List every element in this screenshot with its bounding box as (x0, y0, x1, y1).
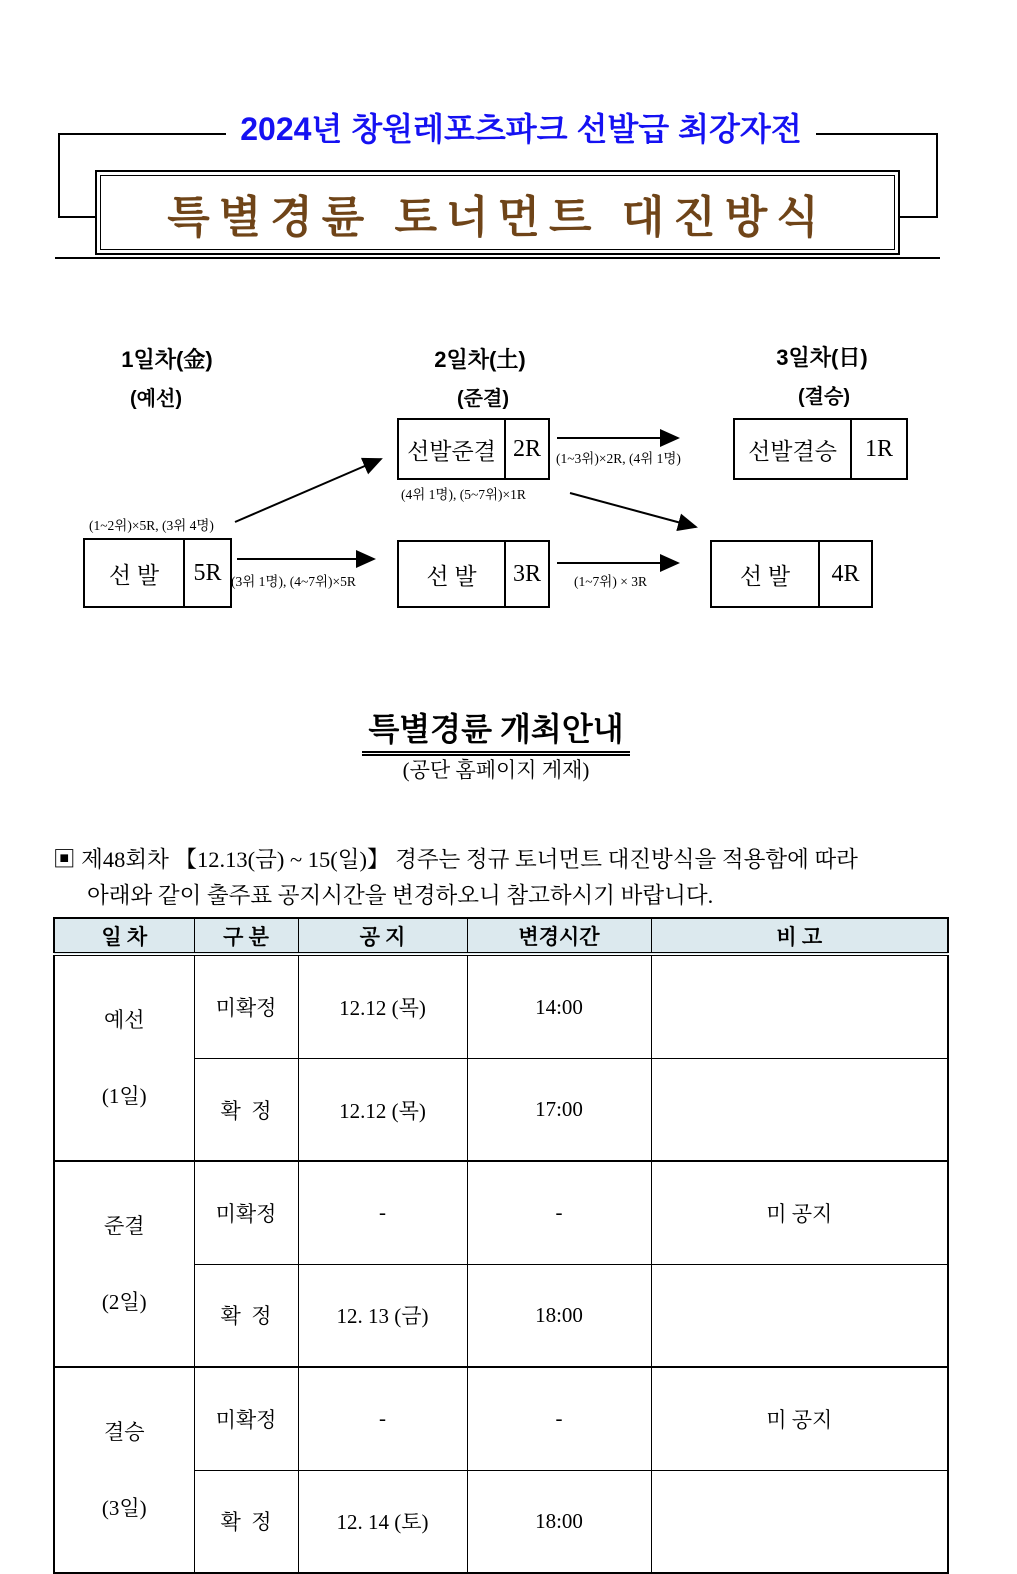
cell-time: - (467, 1367, 651, 1470)
bracket-box-final (733, 418, 908, 480)
label-qual-to-day2: (3위 1명), (4~7위)×5R (231, 574, 356, 589)
bracket-box-final-round: 1R (850, 420, 906, 478)
arrow-qual-to-semi (235, 459, 381, 522)
event-title (25, 104, 1017, 150)
cell-type: 확 정 (194, 1264, 298, 1367)
col-header-day: 일 차 (54, 918, 194, 954)
bracket-day2-sublabel: (준결) (457, 388, 509, 410)
header-bottom-rule (55, 257, 940, 259)
cell-notice: 12.12 (목) (298, 1059, 467, 1161)
cell-type: 확 정 (194, 1470, 298, 1573)
day-group3-name: 결승 (103, 1420, 145, 1444)
notice-heading-text: 특별경륜 개최안내 (362, 704, 629, 756)
bracket-box-qualifier-name: 선 발 (108, 562, 160, 588)
bracket-box-day3-sunbal (710, 540, 873, 608)
bracket-day3-label: 3일차(日) (776, 345, 868, 370)
label-semi-to-final: (1~3위)×2R, (4위 1명) (556, 451, 681, 466)
doc-title-box-inner (100, 175, 895, 250)
cell-remark: 미 공지 (651, 1367, 948, 1470)
cell-remark (651, 1470, 948, 1573)
bracket-box-qualifier-round: 5R (183, 540, 230, 606)
cell-type: 미확정 (194, 1367, 298, 1470)
col-header-remark: 비 고 (651, 918, 948, 954)
cell-notice: - (298, 1367, 467, 1470)
bracket-day1-label: 1일차(金) (121, 347, 213, 372)
bracket-box-semifinal (397, 418, 550, 480)
bracket-box-day3-sunbal-name: 선 발 (739, 563, 791, 589)
label-qual-to-semi: (1~2위)×5R, (3위 4명) (89, 518, 214, 533)
cell-remark: 미 공지 (651, 1161, 948, 1264)
doc-title-box (95, 170, 900, 255)
cell-time: 14:00 (467, 954, 651, 1059)
bracket-box-day2-sunbal-round: 3R (504, 542, 548, 606)
day-group3-sub: (3일) (101, 1496, 147, 1520)
label-below-semi: (4위 1명), (5~7위)×1R (401, 487, 526, 502)
label-day2-to-day3: (1~7위) × 3R (574, 574, 647, 589)
cell-notice: 12.12 (목) (298, 954, 467, 1059)
day-group1-sub: (1일) (101, 1084, 147, 1108)
bracket-box-final-name: 선발결승 (748, 438, 837, 464)
day-group1-name: 예선 (103, 1008, 145, 1032)
cell-notice: - (298, 1161, 467, 1264)
cell-time: 17:00 (467, 1059, 651, 1161)
day-group2-name: 준결 (103, 1214, 145, 1238)
notice-subheading: (공단 홈페이지 게재) (402, 758, 590, 782)
arrow-semi-to-day3 (570, 493, 696, 527)
notice-paragraph-line1-text: 제48회차 【12.13(금) ~ 15(일)】 경주는 정규 토너먼트 대진방식을 적용함에 따라 (81, 847, 858, 872)
cell-notice: 12. 14 (토) (298, 1470, 467, 1573)
bracket-box-day2-sunbal-name: 선 발 (426, 563, 477, 589)
bracket-day2-label: 2일차(土) (434, 347, 526, 372)
cell-type: 미확정 (194, 1161, 298, 1264)
cell-time: 18:00 (467, 1264, 651, 1367)
cell-type: 미확정 (194, 954, 298, 1059)
bracket-box-semifinal-round: 2R (504, 420, 548, 478)
col-header-notice: 공 지 (298, 918, 467, 954)
event-title-text: 2024년 창원레포츠파크 선발급 최강자전 (226, 104, 816, 150)
day-group2-sub: (2일) (101, 1290, 147, 1314)
bracket-box-day3-sunbal-round: 4R (818, 542, 871, 606)
cell-notice: 12. 13 (금) (298, 1264, 467, 1367)
square-bullet-icon: ▣ (53, 847, 76, 872)
bracket-box-qualifier (83, 538, 232, 608)
col-header-type: 구 분 (194, 918, 298, 954)
notice-paragraph-line2: 아래와 같이 출주표 공지시간을 변경하오니 참고하시기 바랍니다. (87, 882, 714, 908)
bracket-day3-sublabel: (결승) (798, 386, 850, 408)
col-header-changed-time: 변경시간 (467, 918, 651, 954)
cell-time: 18:00 (467, 1470, 651, 1573)
bracket-day1-sublabel: (예선) (130, 388, 182, 410)
bracket-box-semifinal-name: 선발준결 (407, 438, 496, 464)
doc-title: 특별경륜 토너먼트 대진방식 (167, 192, 828, 242)
cell-type: 확 정 (194, 1059, 298, 1161)
cell-time: - (467, 1161, 651, 1264)
bracket-box-day2-sunbal (397, 540, 550, 608)
